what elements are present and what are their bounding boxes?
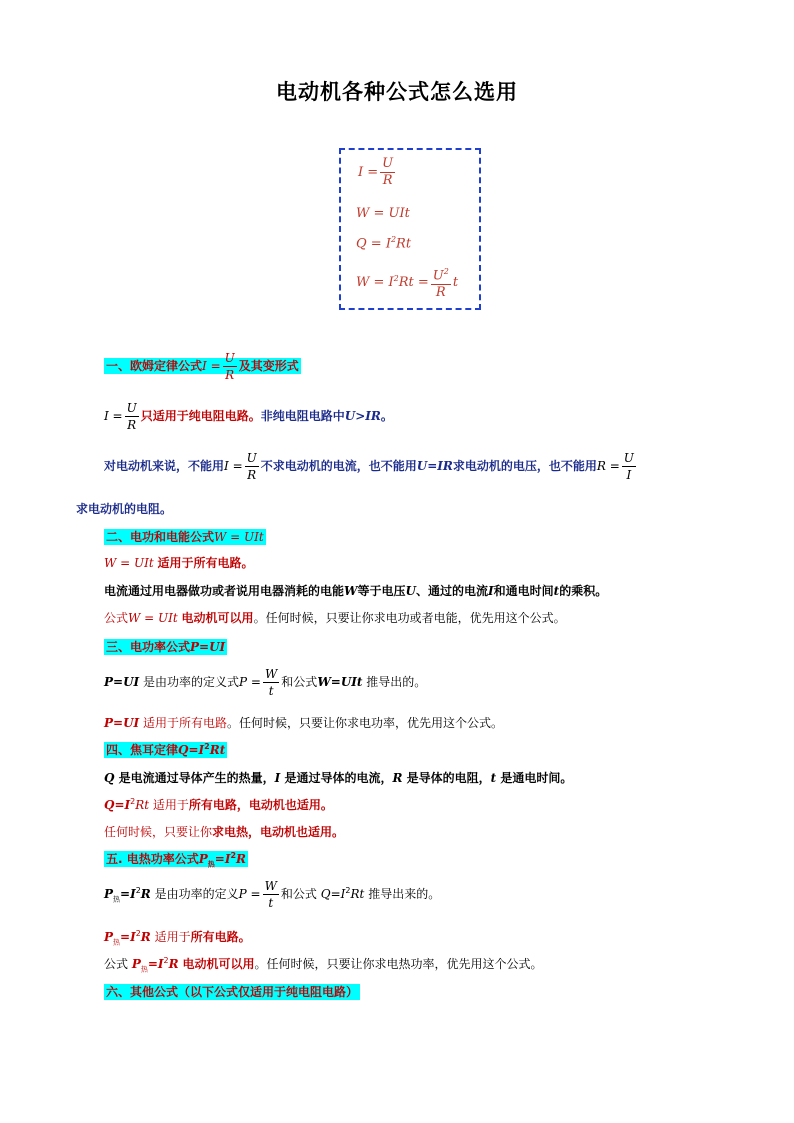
formula-work-pure: $W = I^2Rt$ = $\frac{U^2}{R}$ t: [356, 264, 458, 301]
section-1-heading: 一、欧姆定律公式I = $\frac{U}{R}$ 及其变形式: [106, 351, 299, 382]
section-4-heading: 四、焦耳定律$Q=I^2Rt$: [106, 742, 226, 757]
formula-joule: $Q = I^2Rt$: [356, 235, 412, 252]
section-2-line-3: 公式W = UIt 电动机可以用。任何时候，只要让你求电功或者电能，优先用这个公式。: [104, 611, 566, 625]
page-title: 电动机各种公式怎么选用: [276, 80, 518, 104]
section-4-line-2: $Q=I^2Rt$ 适用于所有电路，电动机也适用。: [104, 797, 333, 812]
formula-ohm: I = $\frac{U}{R}$: [358, 156, 394, 188]
section-3-line-1: P=UI 是由功率的定义式P = $\frac{W}{t}$ 和公式W=UIt 推导出的。: [104, 667, 427, 698]
section-5-line-1: $P_热=I^2R$ 是由功率的定义P = $\frac{W}{t}$ 和公式 $Q=I^2Rt$ 推导出来的。: [104, 879, 441, 910]
section-5-line-3: 公式 $P_热=I^2R$ 电动机可以用。任何时候，只要让你求电热功率，优先用这个公式。: [104, 956, 543, 974]
section-2-line-2: 电流通过用电器做功或者说用电器消耗的电能W等于电压U、通过的电流I和通电时间t的乘积。: [104, 584, 608, 598]
section-5-line-2: $P_热=I^2R$ 适用于所有电路。: [104, 929, 251, 947]
section-6-heading: 六、其他公式（以下公式仅适用于纯电阻电路）: [106, 985, 359, 999]
section-1-line-1: I = $\frac{U}{R}$ 只适用于纯电阻电路。非纯电阻电路中U>IR。: [104, 401, 393, 432]
section-1-line-2: 对电动机来说，不能用I = $\frac{U}{R}$ 不求电动机的电流，也不能用U=IR求电动机的电压，也不能用R = $\frac{U}{I}$: [104, 451, 634, 482]
section-3-heading: 三、电功率公式P=UI: [106, 640, 226, 654]
formula-work: W = UIt: [356, 206, 410, 221]
section-5-heading: 五. 电热功率公式$P_热=I^2R$: [106, 851, 247, 869]
section-3-line-2: P=UI 适用于所有电路。任何时候，只要让你求电功率，优先用这个公式。: [104, 716, 504, 730]
section-4-line-1: Q 是电流通过导体产生的热量，I 是通过导体的电流，R 是导体的电阻，t 是通电时间。: [104, 771, 573, 785]
section-4-line-3: 任何时候，只要让你求电热，电动机也适用。: [104, 825, 345, 839]
section-2-line-1: W = UIt 适用于所有电路。: [104, 556, 254, 570]
section-2-heading: 二、电功和电能公式W = UIt: [106, 530, 264, 544]
section-1-line-3: 求电动机的电阻。: [76, 502, 173, 516]
